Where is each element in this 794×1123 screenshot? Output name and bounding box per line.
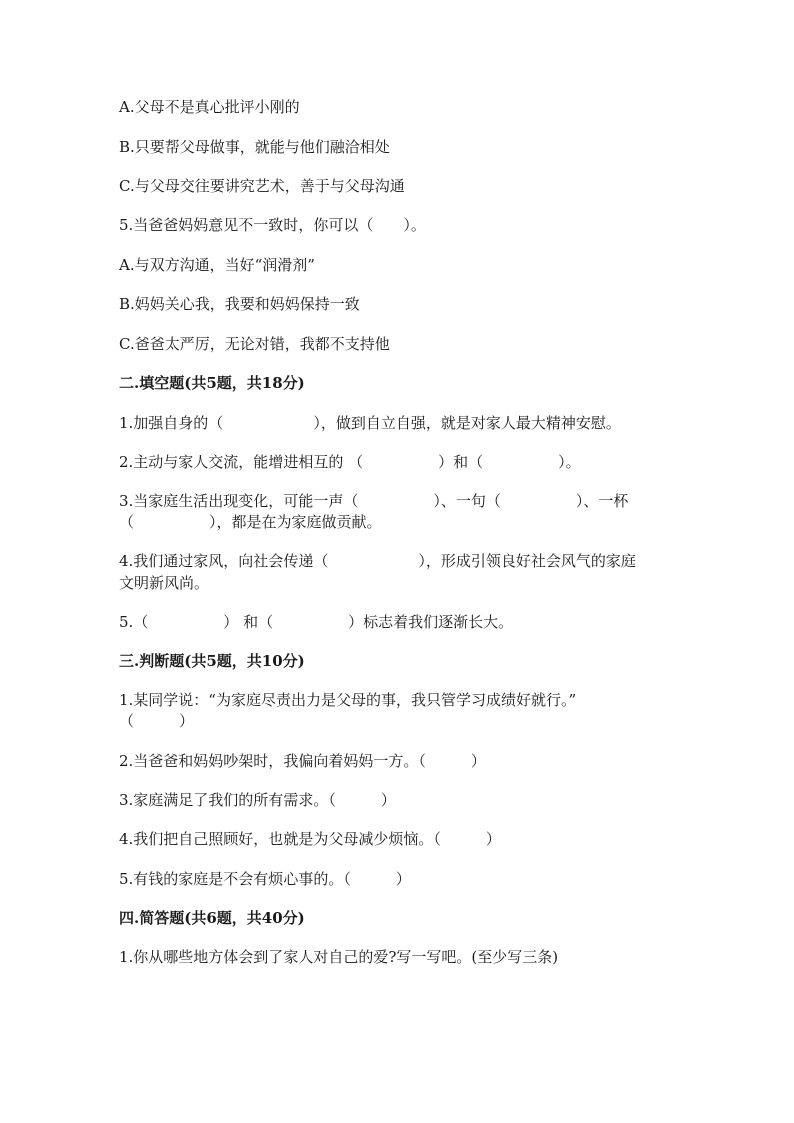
section-heading-true-false: 三.判断题(共5题，共10分) bbox=[119, 652, 305, 670]
question-fill-1: 1.加强自身的（ ），做到自立自强，就是对家人最大精神安慰。 bbox=[119, 414, 621, 432]
question-fill-3: 3.当家庭生活出现变化，可能一声（ ）、一句（ ）、一杯 bbox=[119, 492, 629, 510]
question-fill-4-continued: 文明新风尚。 bbox=[119, 574, 210, 592]
question-judge-3: 3.家庭满足了我们的所有需求。（ ） bbox=[119, 791, 396, 809]
question-judge-1-continued: （ ） bbox=[119, 712, 195, 730]
option-a-text: A.与双方沟通，当好“润滑剂” bbox=[119, 256, 315, 274]
question-judge-4: 4.我们把自己照顾好，也就是为父母减少烦恼。（ ） bbox=[119, 830, 501, 848]
option-a-text: A.父母不是真心批评小刚的 bbox=[119, 98, 300, 116]
question-fill-2: 2.主动与家人交流，能增进相互的 （ ）和（ ）。 bbox=[119, 453, 581, 471]
section-heading-fill-blank: 二.填空题(共5题，共18分) bbox=[119, 374, 305, 392]
question-short-1: 1.你从哪些地方体会到了家人对自己的爱?写一写吧。(至少写三条) bbox=[119, 948, 559, 966]
question-choice-5: 5.当爸爸妈妈意见不一致时，你可以（ ）。 bbox=[119, 216, 426, 234]
question-fill-4: 4.我们通过家风，向社会传递（ ），形成引领良好社会风气的家庭 bbox=[119, 552, 636, 570]
section-heading-short-answer: 四.简答题(共6题，共40分) bbox=[119, 909, 305, 927]
question-judge-2: 2.当爸爸和妈妈吵架时，我偏向着妈妈一方。（ ） bbox=[119, 752, 486, 770]
question-fill-3-continued: （ ），都是在为家庭做贡献。 bbox=[119, 513, 382, 531]
question-judge-5: 5.有钱的家庭是不会有烦心事的。（ ） bbox=[119, 870, 411, 888]
option-c-text: C.爸爸太严厉，无论对错，我都不支持他 bbox=[119, 335, 390, 353]
question-fill-5: 5.（ ） 和（ ）标志着我们逐渐长大。 bbox=[119, 613, 514, 631]
option-b-text: B.只要帮父母做事，就能与他们融洽相处 bbox=[119, 138, 390, 156]
option-c-text: C.与父母交往要讲究艺术，善于与父母沟通 bbox=[119, 177, 405, 195]
question-judge-1: 1.某同学说：“为家庭尽责出力是父母的事，我只管学习成绩好就行。” bbox=[119, 691, 577, 709]
option-b-text: B.妈妈关心我，我要和妈妈保持一致 bbox=[119, 295, 360, 313]
